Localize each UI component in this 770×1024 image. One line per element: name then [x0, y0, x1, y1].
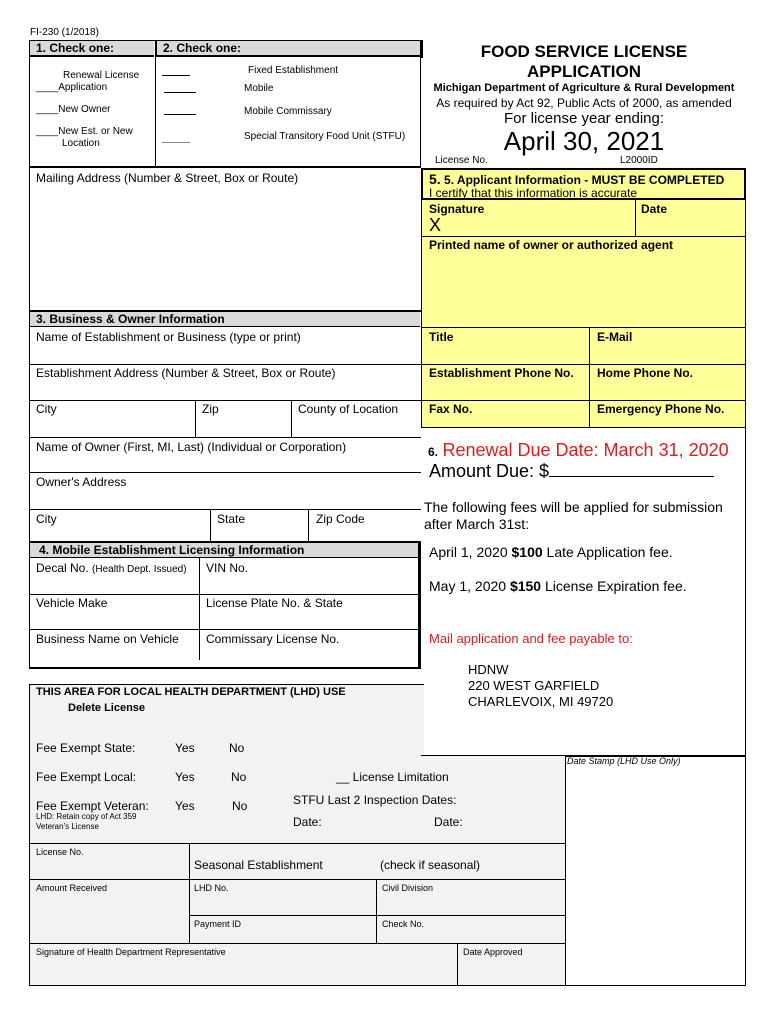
vin-label: VIN No.: [206, 561, 249, 575]
l2000id-label: L2000ID: [620, 155, 658, 166]
establishment-phone-label: Establishment Phone No.: [429, 366, 574, 380]
email-label: E-Mail: [597, 330, 633, 344]
emergency-phone-label: Emergency Phone No.: [597, 402, 725, 416]
decal-label: Decal No. (Health Dept. Issued): [36, 561, 187, 575]
check-one-1-header: 1. Check one:: [30, 41, 154, 57]
fees-intro: The following fees will be applied for submission after March 31st:: [424, 499, 723, 532]
check-no-label: Check No.: [382, 919, 425, 929]
owner-name-field[interactable]: [30, 455, 418, 471]
vehicle-business-name-label: Business Name on Vehicle: [36, 632, 179, 646]
owner-address-field[interactable]: [30, 490, 418, 508]
business-header: 3. Business & Owner Information: [30, 312, 420, 327]
fee-exempt-local-label: Fee Exempt Local:: [36, 770, 137, 784]
hd-signature-label: Signature of Health Department Representative: [36, 947, 226, 957]
date-approved-label: Date Approved: [463, 947, 523, 957]
license-plate-label: License Plate No. & State: [206, 596, 343, 610]
delete-license-label[interactable]: Delete License: [68, 702, 146, 714]
late-fee-line: April 1, 2020 $100 Late Application fee.: [429, 544, 673, 560]
exempt-veteran-no[interactable]: No: [232, 799, 248, 813]
establishment-name-field[interactable]: [30, 345, 418, 363]
license-year-label: For license year ending:: [503, 110, 665, 127]
renewal-application-option[interactable]: ____Application: [36, 82, 108, 93]
owner-state-label: State: [217, 512, 246, 526]
certify-text: I certify that this information is accurate: [429, 186, 638, 200]
check-one-2-header: 2. Check one:: [155, 41, 420, 57]
date-stamp-label: Date Stamp (LHD Use Only): [567, 756, 681, 766]
home-phone-label: Home Phone No.: [597, 366, 694, 380]
fax-label: Fax No.: [429, 402, 473, 416]
title-label: Title: [429, 330, 454, 344]
exempt-veteran-yes[interactable]: Yes: [175, 799, 195, 813]
form-id: FI-230 (1/2018): [30, 27, 99, 38]
mail-to-label: Mail application and fee payable to:: [429, 631, 633, 646]
license-limitation[interactable]: __ License Limitation: [336, 770, 449, 784]
lhd-header: THIS AREA FOR LOCAL HEALTH DEPARTMENT (LHD) USE: [36, 686, 346, 698]
mobile-label: Mobile: [244, 83, 274, 94]
applicant-date-label: Date: [641, 202, 668, 216]
department: Michigan Department of Agriculture & Rural Development: [433, 82, 735, 94]
exempt-state-yes[interactable]: Yes: [175, 741, 195, 755]
establishment-name-label: Name of Establishment or Business (type or print): [36, 330, 301, 344]
new-establishment-option[interactable]: ____New Est. or New: [36, 126, 133, 137]
owner-city-label: City: [36, 512, 57, 526]
establishment-address-field[interactable]: [30, 381, 418, 399]
address-line-2: 220 WEST GARFIELD: [468, 678, 600, 693]
amount-due: Amount Due: $: [429, 461, 714, 482]
signature-x-mark: X: [429, 215, 442, 235]
payment-id-label: Payment ID: [194, 919, 242, 929]
owner-name-label: Name of Owner (First, MI, Last) (Individual or Corporation): [36, 440, 347, 454]
signature-label: Signature: [429, 202, 485, 216]
mailing-address-label: Mailing Address (Number & Street, Box or Route): [36, 171, 299, 185]
title-line1: FOOD SERVICE LICENSE: [480, 42, 688, 61]
amount-received-label: Amount Received: [36, 883, 108, 893]
mailing-address-block: [468, 662, 613, 710]
lhd-license-no-label: License No.: [36, 847, 84, 857]
act-reference: As required by Act 92, Public Acts of 2000, as amended: [436, 96, 732, 110]
mobile-blank[interactable]: [164, 92, 196, 93]
expiration-fee-line: May 1, 2020 $150 License Expiration fee.: [429, 578, 687, 594]
address-line-1: HDNW: [468, 662, 509, 677]
owner-zip-label: Zip Code: [316, 512, 365, 526]
exempt-local-no[interactable]: No: [231, 770, 247, 784]
stfu-blank[interactable]: [162, 142, 190, 143]
check-seasonal[interactable]: (check if seasonal): [380, 858, 481, 872]
stfu-date2-label[interactable]: Date:: [434, 815, 463, 829]
printed-name-field[interactable]: [423, 254, 744, 324]
signature-field[interactable]: [445, 216, 631, 234]
title-line2: APPLICATION: [527, 62, 641, 81]
license-no-label: License No.: [435, 155, 488, 166]
lhd-note-line1: LHD: Retain copy of Act 359: [36, 812, 137, 821]
stfu-label: Special Transitory Food Unit (STFU): [244, 131, 406, 142]
exempt-state-no[interactable]: No: [229, 741, 245, 755]
renewal-license-label: Renewal License: [63, 70, 140, 81]
license-year-date: April 30, 2021: [503, 126, 665, 156]
vehicle-make-label: Vehicle Make: [36, 596, 108, 610]
commissary-license-label: Commissary License No.: [206, 632, 340, 646]
fixed-establishment-label: Fixed Establishment: [248, 65, 339, 76]
owner-address-label: Owner's Address: [36, 475, 127, 489]
applicant-header: 5. 5. Applicant Information - MUST BE COMPLETED: [429, 171, 725, 187]
mobile-commissary-label: Mobile Commissary: [244, 106, 332, 117]
exempt-local-yes[interactable]: Yes: [175, 770, 195, 784]
seasonal-label: Seasonal Establishment: [194, 858, 323, 872]
mailing-address-field[interactable]: [30, 186, 418, 310]
date-stamp-box: [565, 756, 746, 986]
zip-label: Zip: [202, 402, 219, 416]
establishment-address-label: Establishment Address (Number & Street, Box or Route): [36, 366, 336, 380]
mobile-header: 4. Mobile Establishment Licensing Information: [30, 543, 420, 558]
civil-division-label: Civil Division: [382, 883, 434, 893]
lhd-no-label: LHD No.: [194, 883, 229, 893]
fee-exempt-veteran-label: Fee Exempt Veteran:: [36, 799, 149, 813]
stfu-dates-label: STFU Last 2 Inspection Dates:: [293, 793, 457, 807]
fixed-blank[interactable]: [162, 75, 190, 76]
new-owner-option[interactable]: ____New Owner: [36, 104, 111, 115]
applicant-date-field[interactable]: [637, 216, 744, 234]
city-label: City: [36, 402, 57, 416]
commissary-blank[interactable]: [164, 114, 196, 115]
stfu-date1-label[interactable]: Date:: [293, 815, 322, 829]
renewal-due-date: 6. Renewal Due Date: March 31, 2020: [428, 440, 729, 460]
county-label: County of Location: [298, 402, 399, 416]
lhd-note-line2: Veteran's License: [36, 822, 99, 831]
fee-exempt-state-label: Fee Exempt State:: [36, 741, 136, 755]
new-location-label: Location: [62, 138, 100, 149]
address-line-3: CHARLEVOIX, MI 49720: [468, 694, 614, 709]
printed-name-label: Printed name of owner or authorized agent: [429, 238, 674, 252]
